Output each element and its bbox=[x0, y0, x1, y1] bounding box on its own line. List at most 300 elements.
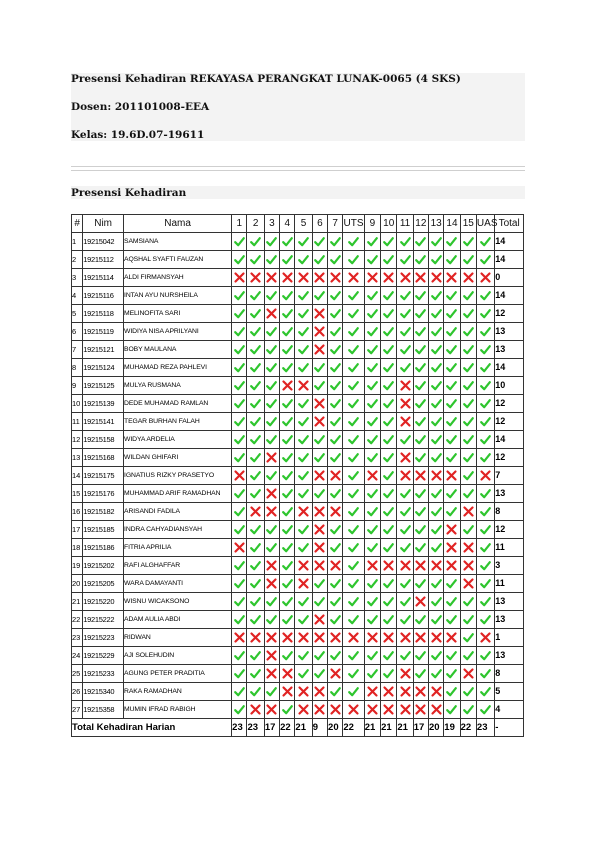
attendance-cell bbox=[232, 593, 247, 611]
checkmark-icon bbox=[330, 398, 341, 409]
cross-icon bbox=[400, 380, 411, 391]
attendance-cell bbox=[312, 557, 327, 575]
attendance-cell bbox=[429, 539, 444, 557]
checkmark-icon bbox=[234, 236, 245, 247]
checkmark-icon bbox=[266, 362, 277, 373]
cross-icon bbox=[431, 704, 442, 715]
checkmark-icon bbox=[234, 344, 245, 355]
attendance-cell bbox=[232, 323, 247, 341]
checkmark-icon bbox=[314, 380, 325, 391]
attendance-cell bbox=[429, 521, 444, 539]
checkmark-icon bbox=[431, 254, 442, 265]
checkmark-icon bbox=[234, 560, 245, 571]
cross-icon bbox=[266, 308, 277, 319]
checkmark-icon bbox=[480, 434, 491, 445]
attendance-cell bbox=[264, 701, 279, 719]
checkmark-icon bbox=[282, 542, 293, 553]
column-header: Nama bbox=[124, 215, 232, 233]
cross-icon bbox=[314, 632, 325, 643]
student-nim: 19215125 bbox=[83, 377, 124, 395]
daily-total-value: 22 bbox=[343, 719, 364, 737]
attendance-cell bbox=[295, 395, 312, 413]
attendance-cell bbox=[397, 305, 413, 323]
checkmark-icon bbox=[463, 488, 474, 499]
column-header: 13 bbox=[429, 215, 444, 233]
attendance-cell bbox=[444, 539, 460, 557]
checkmark-icon bbox=[234, 524, 245, 535]
attendance-cell bbox=[343, 647, 364, 665]
attendance-cell bbox=[328, 251, 343, 269]
checkmark-icon bbox=[298, 308, 309, 319]
checkmark-icon bbox=[431, 380, 442, 391]
attendance-cell bbox=[232, 539, 247, 557]
checkmark-icon bbox=[234, 452, 245, 463]
attendance-cell bbox=[381, 431, 397, 449]
cross-icon bbox=[250, 506, 261, 517]
cross-icon bbox=[314, 272, 325, 283]
daily-total-value: 9 bbox=[312, 719, 327, 737]
attendance-cell bbox=[444, 431, 460, 449]
cross-icon bbox=[431, 632, 442, 643]
checkmark-icon bbox=[431, 326, 442, 337]
checkmark-icon bbox=[400, 362, 411, 373]
attendance-cell bbox=[444, 701, 460, 719]
attendance-cell bbox=[343, 593, 364, 611]
checkmark-icon bbox=[330, 344, 341, 355]
attendance-cell bbox=[460, 485, 476, 503]
attendance-cell bbox=[429, 251, 444, 269]
attendance-cell bbox=[247, 269, 264, 287]
attendance-cell bbox=[295, 665, 312, 683]
student-name-text: INDRA CAHYADIANSYAH bbox=[124, 526, 202, 533]
attendance-cell bbox=[381, 287, 397, 305]
cross-icon bbox=[415, 560, 426, 571]
checkmark-icon bbox=[383, 236, 394, 247]
checkmark-icon bbox=[415, 506, 426, 517]
checkmark-icon bbox=[348, 380, 359, 391]
attendance-cell bbox=[247, 647, 264, 665]
table-row bbox=[72, 647, 524, 665]
attendance-cell bbox=[264, 683, 279, 701]
student-name-text: TEGAR BURHAN FALAH bbox=[124, 418, 200, 425]
attendance-cell bbox=[295, 359, 312, 377]
student-nim: 19215185 bbox=[83, 521, 124, 539]
attendance-cell bbox=[264, 413, 279, 431]
student-name-text: BOBY MAULANA bbox=[124, 346, 177, 353]
attendance-cell bbox=[343, 341, 364, 359]
student-nim: 19215205 bbox=[83, 575, 124, 593]
checkmark-icon bbox=[431, 542, 442, 553]
attendance-cell bbox=[312, 593, 327, 611]
checkmark-icon bbox=[480, 596, 491, 607]
checkmark-icon bbox=[431, 434, 442, 445]
attendance-cell bbox=[264, 629, 279, 647]
attendance-cell bbox=[312, 341, 327, 359]
column-header: 10 bbox=[381, 215, 397, 233]
checkmark-icon bbox=[348, 596, 359, 607]
checkmark-icon bbox=[282, 308, 293, 319]
checkmark-icon bbox=[431, 398, 442, 409]
checkmark-icon bbox=[400, 344, 411, 355]
checkmark-icon bbox=[348, 236, 359, 247]
attendance-cell bbox=[381, 683, 397, 701]
attendance-cell bbox=[312, 611, 327, 629]
checkmark-icon bbox=[367, 452, 378, 463]
checkmark-icon bbox=[480, 326, 491, 337]
checkmark-icon bbox=[400, 254, 411, 265]
cross-icon bbox=[314, 416, 325, 427]
checkmark-icon bbox=[383, 668, 394, 679]
checkmark-icon bbox=[282, 524, 293, 535]
attendance-cell bbox=[381, 449, 397, 467]
checkmark-icon bbox=[250, 596, 261, 607]
attendance-cell bbox=[460, 395, 476, 413]
daily-total-value: 21 bbox=[381, 719, 397, 737]
attendance-cell bbox=[413, 665, 428, 683]
row-number: 25 bbox=[72, 665, 83, 683]
cross-icon bbox=[415, 686, 426, 697]
attendance-cell bbox=[232, 431, 247, 449]
attendance-cell bbox=[429, 629, 444, 647]
attendance-cell bbox=[429, 413, 444, 431]
attendance-cell bbox=[444, 665, 460, 683]
checkmark-icon bbox=[266, 398, 277, 409]
attendance-cell bbox=[429, 467, 444, 485]
attendance-cell bbox=[247, 701, 264, 719]
attendance-cell bbox=[476, 575, 494, 593]
checkmark-icon bbox=[314, 668, 325, 679]
attendance-cell bbox=[232, 485, 247, 503]
attendance-cell bbox=[476, 647, 494, 665]
attendance-cell bbox=[343, 575, 364, 593]
checkmark-icon bbox=[383, 308, 394, 319]
checkmark-icon bbox=[348, 506, 359, 517]
attendance-cell bbox=[343, 611, 364, 629]
attendance-cell bbox=[381, 395, 397, 413]
attendance-cell bbox=[247, 539, 264, 557]
attendance-cell bbox=[444, 467, 460, 485]
student-nim: 19215222 bbox=[83, 611, 124, 629]
student-total: 14 bbox=[495, 287, 524, 305]
attendance-cell bbox=[429, 611, 444, 629]
student-total: 0 bbox=[495, 269, 524, 287]
checkmark-icon bbox=[446, 614, 457, 625]
attendance-cell bbox=[264, 359, 279, 377]
checkmark-icon bbox=[383, 254, 394, 265]
checkmark-icon bbox=[234, 416, 245, 427]
checkmark-icon bbox=[250, 380, 261, 391]
table-header-row bbox=[72, 215, 524, 233]
attendance-cell bbox=[397, 665, 413, 683]
attendance-cell bbox=[264, 287, 279, 305]
attendance-cell bbox=[413, 359, 428, 377]
checkmark-icon bbox=[383, 380, 394, 391]
checkmark-icon bbox=[330, 488, 341, 499]
attendance-cell bbox=[295, 377, 312, 395]
attendance-cell bbox=[413, 449, 428, 467]
attendance-cell bbox=[413, 431, 428, 449]
cross-icon bbox=[266, 560, 277, 571]
student-name bbox=[124, 683, 232, 701]
checkmark-icon bbox=[348, 542, 359, 553]
attendance-cell bbox=[328, 377, 343, 395]
checkmark-icon bbox=[250, 614, 261, 625]
attendance-cell bbox=[328, 233, 343, 251]
checkmark-icon bbox=[250, 236, 261, 247]
attendance-cell bbox=[460, 521, 476, 539]
checkmark-icon bbox=[314, 650, 325, 661]
attendance-cell bbox=[232, 413, 247, 431]
attendance-cell bbox=[397, 233, 413, 251]
student-name-text: AJI SOLEHUDIN bbox=[124, 652, 175, 659]
checkmark-icon bbox=[431, 308, 442, 319]
cross-icon bbox=[367, 632, 378, 643]
attendance-cell bbox=[381, 341, 397, 359]
cross-icon bbox=[250, 704, 261, 715]
checkmark-icon bbox=[234, 254, 245, 265]
checkmark-icon bbox=[480, 308, 491, 319]
attendance-cell bbox=[295, 557, 312, 575]
checkmark-icon bbox=[463, 344, 474, 355]
student-nim: 19215141 bbox=[83, 413, 124, 431]
attendance-cell bbox=[364, 629, 380, 647]
daily-total-value: 21 bbox=[364, 719, 380, 737]
attendance-cell bbox=[460, 269, 476, 287]
row-number: 11 bbox=[72, 413, 83, 431]
checkmark-icon bbox=[480, 524, 491, 535]
attendance-cell bbox=[397, 629, 413, 647]
attendance-cell bbox=[460, 683, 476, 701]
checkmark-icon bbox=[330, 542, 341, 553]
checkmark-icon bbox=[234, 704, 245, 715]
checkmark-icon bbox=[330, 452, 341, 463]
daily-total-label: Total Kehadiran Harian bbox=[72, 719, 232, 737]
checkmark-icon bbox=[383, 416, 394, 427]
checkmark-icon bbox=[298, 326, 309, 337]
checkmark-icon bbox=[234, 596, 245, 607]
cross-icon bbox=[431, 686, 442, 697]
table-row bbox=[72, 359, 524, 377]
checkmark-icon bbox=[463, 236, 474, 247]
cross-icon bbox=[400, 452, 411, 463]
attendance-cell bbox=[364, 233, 380, 251]
student-name bbox=[124, 485, 232, 503]
column-header: 2 bbox=[247, 215, 264, 233]
checkmark-icon bbox=[250, 398, 261, 409]
cross-icon bbox=[314, 542, 325, 553]
daily-total-value: 20 bbox=[429, 719, 444, 737]
checkmark-icon bbox=[282, 398, 293, 409]
checkmark-icon bbox=[383, 470, 394, 481]
attendance-cell bbox=[295, 467, 312, 485]
cross-icon bbox=[480, 632, 491, 643]
course-title: Presensi Kehadiran REKAYASA PERANGKAT LUNAK-0065 (4 SKS) bbox=[71, 73, 461, 85]
cross-icon bbox=[314, 704, 325, 715]
checkmark-icon bbox=[400, 236, 411, 247]
student-total: 5 bbox=[495, 683, 524, 701]
checkmark-icon bbox=[415, 344, 426, 355]
attendance-cell bbox=[280, 593, 295, 611]
attendance-cell bbox=[397, 341, 413, 359]
checkmark-icon bbox=[234, 434, 245, 445]
cross-icon bbox=[367, 272, 378, 283]
checkmark-icon bbox=[282, 236, 293, 247]
attendance-cell bbox=[312, 539, 327, 557]
attendance-cell bbox=[328, 467, 343, 485]
attendance-cell bbox=[364, 287, 380, 305]
cross-icon bbox=[383, 686, 394, 697]
student-nim: 19215220 bbox=[83, 593, 124, 611]
checkmark-icon bbox=[298, 290, 309, 301]
cross-icon bbox=[383, 560, 394, 571]
attendance-cell bbox=[381, 557, 397, 575]
attendance-cell bbox=[397, 251, 413, 269]
cross-icon bbox=[330, 272, 341, 283]
attendance-cell bbox=[280, 269, 295, 287]
student-name-text: MUHAMMAD ARIF RAMADHAN bbox=[124, 490, 221, 497]
checkmark-icon bbox=[463, 434, 474, 445]
attendance-cell bbox=[364, 323, 380, 341]
student-name bbox=[124, 395, 232, 413]
checkmark-icon bbox=[282, 416, 293, 427]
student-name bbox=[124, 629, 232, 647]
checkmark-icon bbox=[431, 488, 442, 499]
attendance-cell bbox=[312, 701, 327, 719]
checkmark-icon bbox=[330, 326, 341, 337]
row-number: 18 bbox=[72, 539, 83, 557]
student-name bbox=[124, 341, 232, 359]
checkmark-icon bbox=[400, 308, 411, 319]
attendance-cell bbox=[343, 233, 364, 251]
attendance-cell bbox=[429, 647, 444, 665]
checkmark-icon bbox=[383, 290, 394, 301]
checkmark-icon bbox=[314, 236, 325, 247]
attendance-cell bbox=[264, 269, 279, 287]
checkmark-icon bbox=[330, 416, 341, 427]
checkmark-icon bbox=[234, 308, 245, 319]
divider-top bbox=[71, 166, 525, 167]
table-row bbox=[72, 683, 524, 701]
attendance-cell bbox=[264, 251, 279, 269]
attendance-cell bbox=[476, 287, 494, 305]
cross-icon bbox=[463, 578, 474, 589]
cross-icon bbox=[266, 506, 277, 517]
checkmark-icon bbox=[415, 326, 426, 337]
student-name bbox=[124, 305, 232, 323]
student-nim: 19215233 bbox=[83, 665, 124, 683]
checkmark-icon bbox=[266, 434, 277, 445]
student-name bbox=[124, 521, 232, 539]
checkmark-icon bbox=[314, 452, 325, 463]
checkmark-icon bbox=[400, 578, 411, 589]
attendance-cell bbox=[364, 251, 380, 269]
attendance-cell bbox=[280, 323, 295, 341]
student-name bbox=[124, 449, 232, 467]
attendance-cell bbox=[460, 557, 476, 575]
attendance-cell bbox=[460, 251, 476, 269]
checkmark-icon bbox=[400, 434, 411, 445]
checkmark-icon bbox=[446, 380, 457, 391]
column-header: 12 bbox=[413, 215, 428, 233]
checkmark-icon bbox=[463, 470, 474, 481]
attendance-cell bbox=[247, 485, 264, 503]
daily-total-value: 22 bbox=[460, 719, 476, 737]
checkmark-icon bbox=[348, 578, 359, 589]
attendance-cell bbox=[444, 413, 460, 431]
table-row bbox=[72, 395, 524, 413]
attendance-cell bbox=[280, 521, 295, 539]
student-name-text: ARISANDI FADILA bbox=[124, 508, 180, 515]
checkmark-icon bbox=[463, 308, 474, 319]
checkmark-icon bbox=[431, 614, 442, 625]
checkmark-icon bbox=[463, 650, 474, 661]
attendance-cell bbox=[444, 305, 460, 323]
attendance-cell bbox=[429, 449, 444, 467]
attendance-cell bbox=[247, 359, 264, 377]
checkmark-icon bbox=[348, 488, 359, 499]
attendance-cell bbox=[381, 503, 397, 521]
checkmark-icon bbox=[266, 542, 277, 553]
cross-icon bbox=[415, 470, 426, 481]
row-number: 7 bbox=[72, 341, 83, 359]
checkmark-icon bbox=[234, 668, 245, 679]
attendance-cell bbox=[295, 539, 312, 557]
row-number: 15 bbox=[72, 485, 83, 503]
checkmark-icon bbox=[250, 542, 261, 553]
checkmark-icon bbox=[250, 668, 261, 679]
checkmark-icon bbox=[446, 650, 457, 661]
attendance-cell bbox=[381, 359, 397, 377]
checkmark-icon bbox=[298, 470, 309, 481]
checkmark-icon bbox=[330, 362, 341, 373]
attendance-cell bbox=[232, 557, 247, 575]
student-name-text: MUHAMAD REZA PAHLEVI bbox=[124, 364, 207, 371]
attendance-cell bbox=[429, 233, 444, 251]
row-number: 10 bbox=[72, 395, 83, 413]
row-number: 17 bbox=[72, 521, 83, 539]
attendance-cell bbox=[280, 341, 295, 359]
student-name bbox=[124, 413, 232, 431]
checkmark-icon bbox=[298, 416, 309, 427]
checkmark-icon bbox=[298, 254, 309, 265]
attendance-cell bbox=[413, 539, 428, 557]
checkmark-icon bbox=[367, 236, 378, 247]
checkmark-icon bbox=[446, 596, 457, 607]
checkmark-icon bbox=[480, 578, 491, 589]
column-header: UAS bbox=[476, 215, 494, 233]
checkmark-icon bbox=[348, 470, 359, 481]
attendance-cell bbox=[444, 251, 460, 269]
attendance-cell bbox=[232, 647, 247, 665]
checkmark-icon bbox=[266, 470, 277, 481]
attendance-cell bbox=[381, 611, 397, 629]
attendance-cell bbox=[312, 323, 327, 341]
cross-icon bbox=[383, 704, 394, 715]
checkmark-icon bbox=[348, 686, 359, 697]
attendance-cell bbox=[364, 269, 380, 287]
attendance-cell bbox=[429, 431, 444, 449]
cross-icon bbox=[314, 686, 325, 697]
student-total: 8 bbox=[495, 665, 524, 683]
student-nim: 19215118 bbox=[83, 305, 124, 323]
checkmark-icon bbox=[282, 650, 293, 661]
attendance-cell bbox=[429, 665, 444, 683]
cross-icon bbox=[298, 272, 309, 283]
cross-icon bbox=[314, 326, 325, 337]
table-row bbox=[72, 521, 524, 539]
checkmark-icon bbox=[266, 254, 277, 265]
attendance-cell bbox=[476, 251, 494, 269]
